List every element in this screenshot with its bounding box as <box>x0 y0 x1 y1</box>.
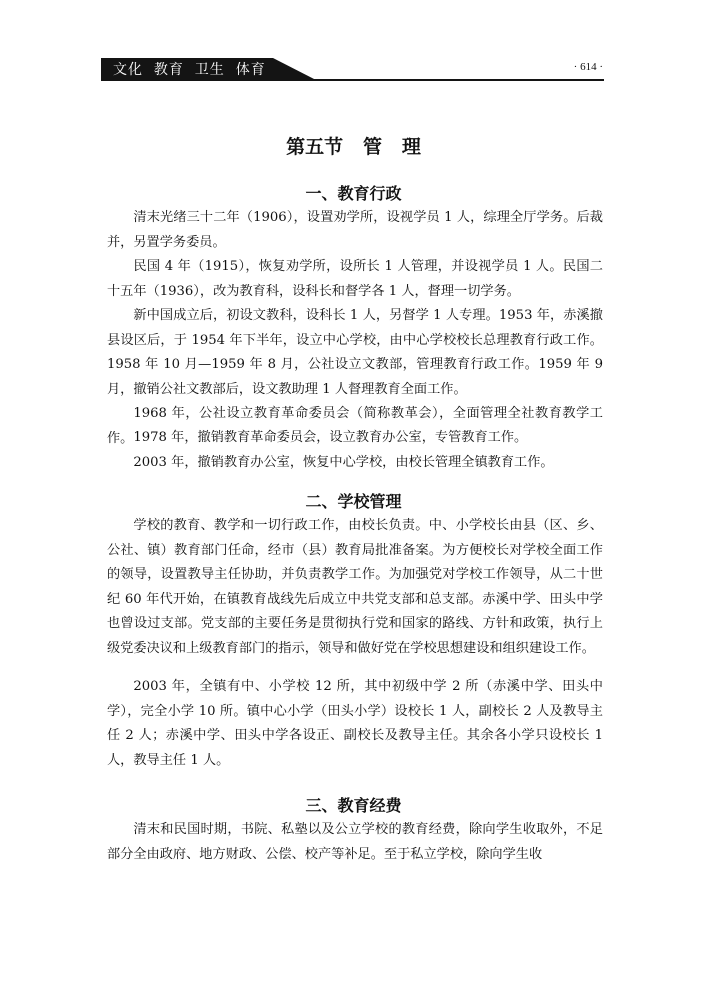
paragraph: 2003 年，撤销教育办公室，恢复中心学校，由校长管理全镇教育工作。 <box>133 455 554 470</box>
section-title: 第五节 管 理 <box>286 136 421 158</box>
heading-school-management: 二、学校管理 <box>305 492 402 511</box>
paragraph: 新中国成立后，初设文教科，设科长 1 人，另督学 1 人专理。1953 年，赤溪撤县设区后，于 1954 年下半年，设立中心学校，由中心学校校长总理教育行政工作。1958 年 10 月—1959 年 8 月，公社设立文教部，管理教育行政工作。1959 年 9 月，撤销公社文教部后，设文教助理 1 人督理教育全面工作。 <box>107 308 603 397</box>
heading-education-funding: 三、教育经费 <box>305 796 402 815</box>
paragraph: 清末和民国时期，书院、私塾以及公立学校的教育经费，除向学生收取外，不足部分全由政府、地方财政、公偿、校产等补足。至于私立学校，除向学生收 <box>107 822 603 862</box>
paragraph: 2003 年，全镇有中、小学校 12 所，其中初级中学 2 所（赤溪中学、田头中学），完全小学 10 所。镇中心小学（田头小学）设校长 1 人，副校长 2 人及教导主任 2 人；赤溪中学、田头中学各设正、副校长及教导主任。其余各小学只设校长 1 人，教导主任 1 人。 <box>107 679 603 768</box>
heading-education-administration: 一、教育行政 <box>305 184 402 203</box>
paragraph: 1978 年，撤销教育革命委员会，设立教育办公室，专管教育工作。 <box>133 430 528 445</box>
header-rule <box>101 79 604 81</box>
paragraph: 清末光绪三十二年（1906），设置劝学所，设视学员 1 人，综理全厅学务。后裁并，另置学务委员。 <box>107 210 603 250</box>
paragraph: 学校的教育、教学和一切行政工作，由校长负责。中、小学校长由县（区、乡、公社、镇）教育部门任命，经市（县）教育局批准备案。为方便校长对学校全面工作的领导，设置教导主任协助，并负责教学工作。为加强党对学校工作领导，从二十世纪 60 年代开始，在镇教育战线先后成立中共党支部和总支部。赤溪中学、田头中学也曾设过支部。党支部的主要任务是贯彻执行党和国家的路线、方针和政策，执行上级党委决议和上级教育部门的指示，领导和做好党在学校思想建设和组织建设工作。 <box>107 518 603 656</box>
paragraph: 民国 4 年（1915），恢复劝学所，设所长 1 人管理，并设视学员 1 人。民国二十五年（1936），改为教育科，设科长和督学各 1 人，督理一切学务。 <box>107 259 603 299</box>
running-header-title: 文化 教育 卫生 体育 <box>113 62 266 78</box>
paragraph: 1968 年，公社设立教育革命委员会（简称教革会），全面管理全社教育教学工作。 <box>107 406 603 446</box>
page-number: · 614 · <box>573 61 603 73</box>
